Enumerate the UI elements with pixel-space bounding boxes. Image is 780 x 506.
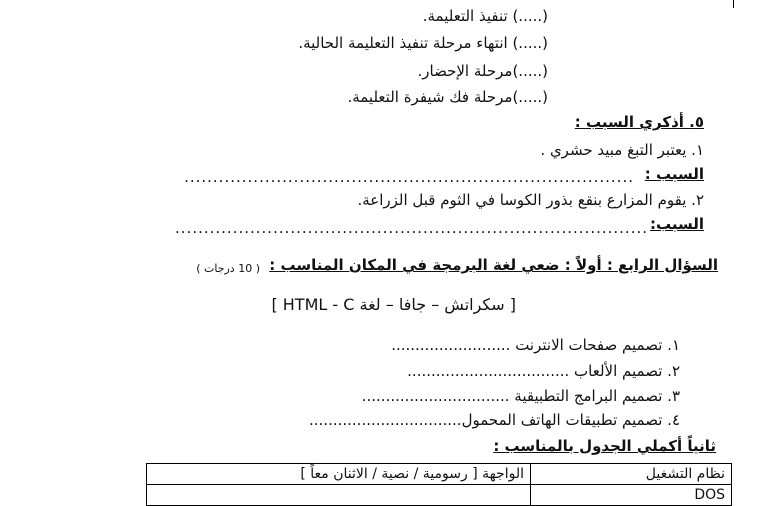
reason-answer-line-1[interactable]: ..............................................................................	[184, 168, 634, 186]
q4-item: ٣. تصميم البرامج التطبيقية ...............................	[361, 387, 680, 405]
q4-marks: ( 10 درجات )	[196, 262, 260, 275]
q4-item: ٢. تصميم الألعاب ..................................	[407, 362, 680, 380]
row-os-cell: DOS	[531, 485, 732, 506]
q4-part2-heading: ثانياً أكملي الجدول بالمناسب :	[493, 437, 716, 455]
stage-item: (.....) انتهاء مرحلة تنفيذ التعليمة الحالية.	[298, 34, 548, 52]
q5-item-2: ٢. يقوم المزارع بنقع بذور الكوسا في الثوم قبل الزراعة.	[357, 191, 704, 209]
q4-item: ٤. تصميم تطبيقات الهاتف المحمول................................	[309, 411, 680, 429]
header-os: نظام التشغيل	[531, 464, 732, 485]
reason-label-1: السبب :	[644, 165, 704, 183]
row-interface-cell[interactable]	[147, 485, 531, 506]
stage-item: (.....)مرحلة الإحضار.	[417, 62, 548, 80]
q5-heading: ٥. أذكري السبب :	[574, 113, 704, 131]
language-options: [ سكراتش – جافا – لغة HTML - C ]	[271, 295, 516, 314]
reason-label-2: السبب:	[649, 215, 704, 233]
q5-item-1: ١. يعتبر التبغ مبيد حشري .	[540, 141, 704, 159]
stage-item: (.....)مرحلة فك شيفرة التعليمة.	[347, 88, 548, 106]
stage-item: (.....) تنفيذ التعليمة.	[422, 7, 548, 25]
q4-item: ١. تصميم صفحات الانترنت .........................	[391, 336, 680, 354]
table-header-row	[147, 464, 732, 485]
table-row	[147, 485, 732, 506]
header-interface: الواجهة [ رسومية / نصية / الاثنان معاً ]	[147, 464, 531, 485]
q4-heading: السؤال الرابع : أولاً : ضعي لغة البرمجة في المكان المناسب :	[269, 256, 718, 274]
page-border	[733, 0, 734, 8]
reason-answer-line-2[interactable]: ..................................................................................	[175, 219, 648, 237]
